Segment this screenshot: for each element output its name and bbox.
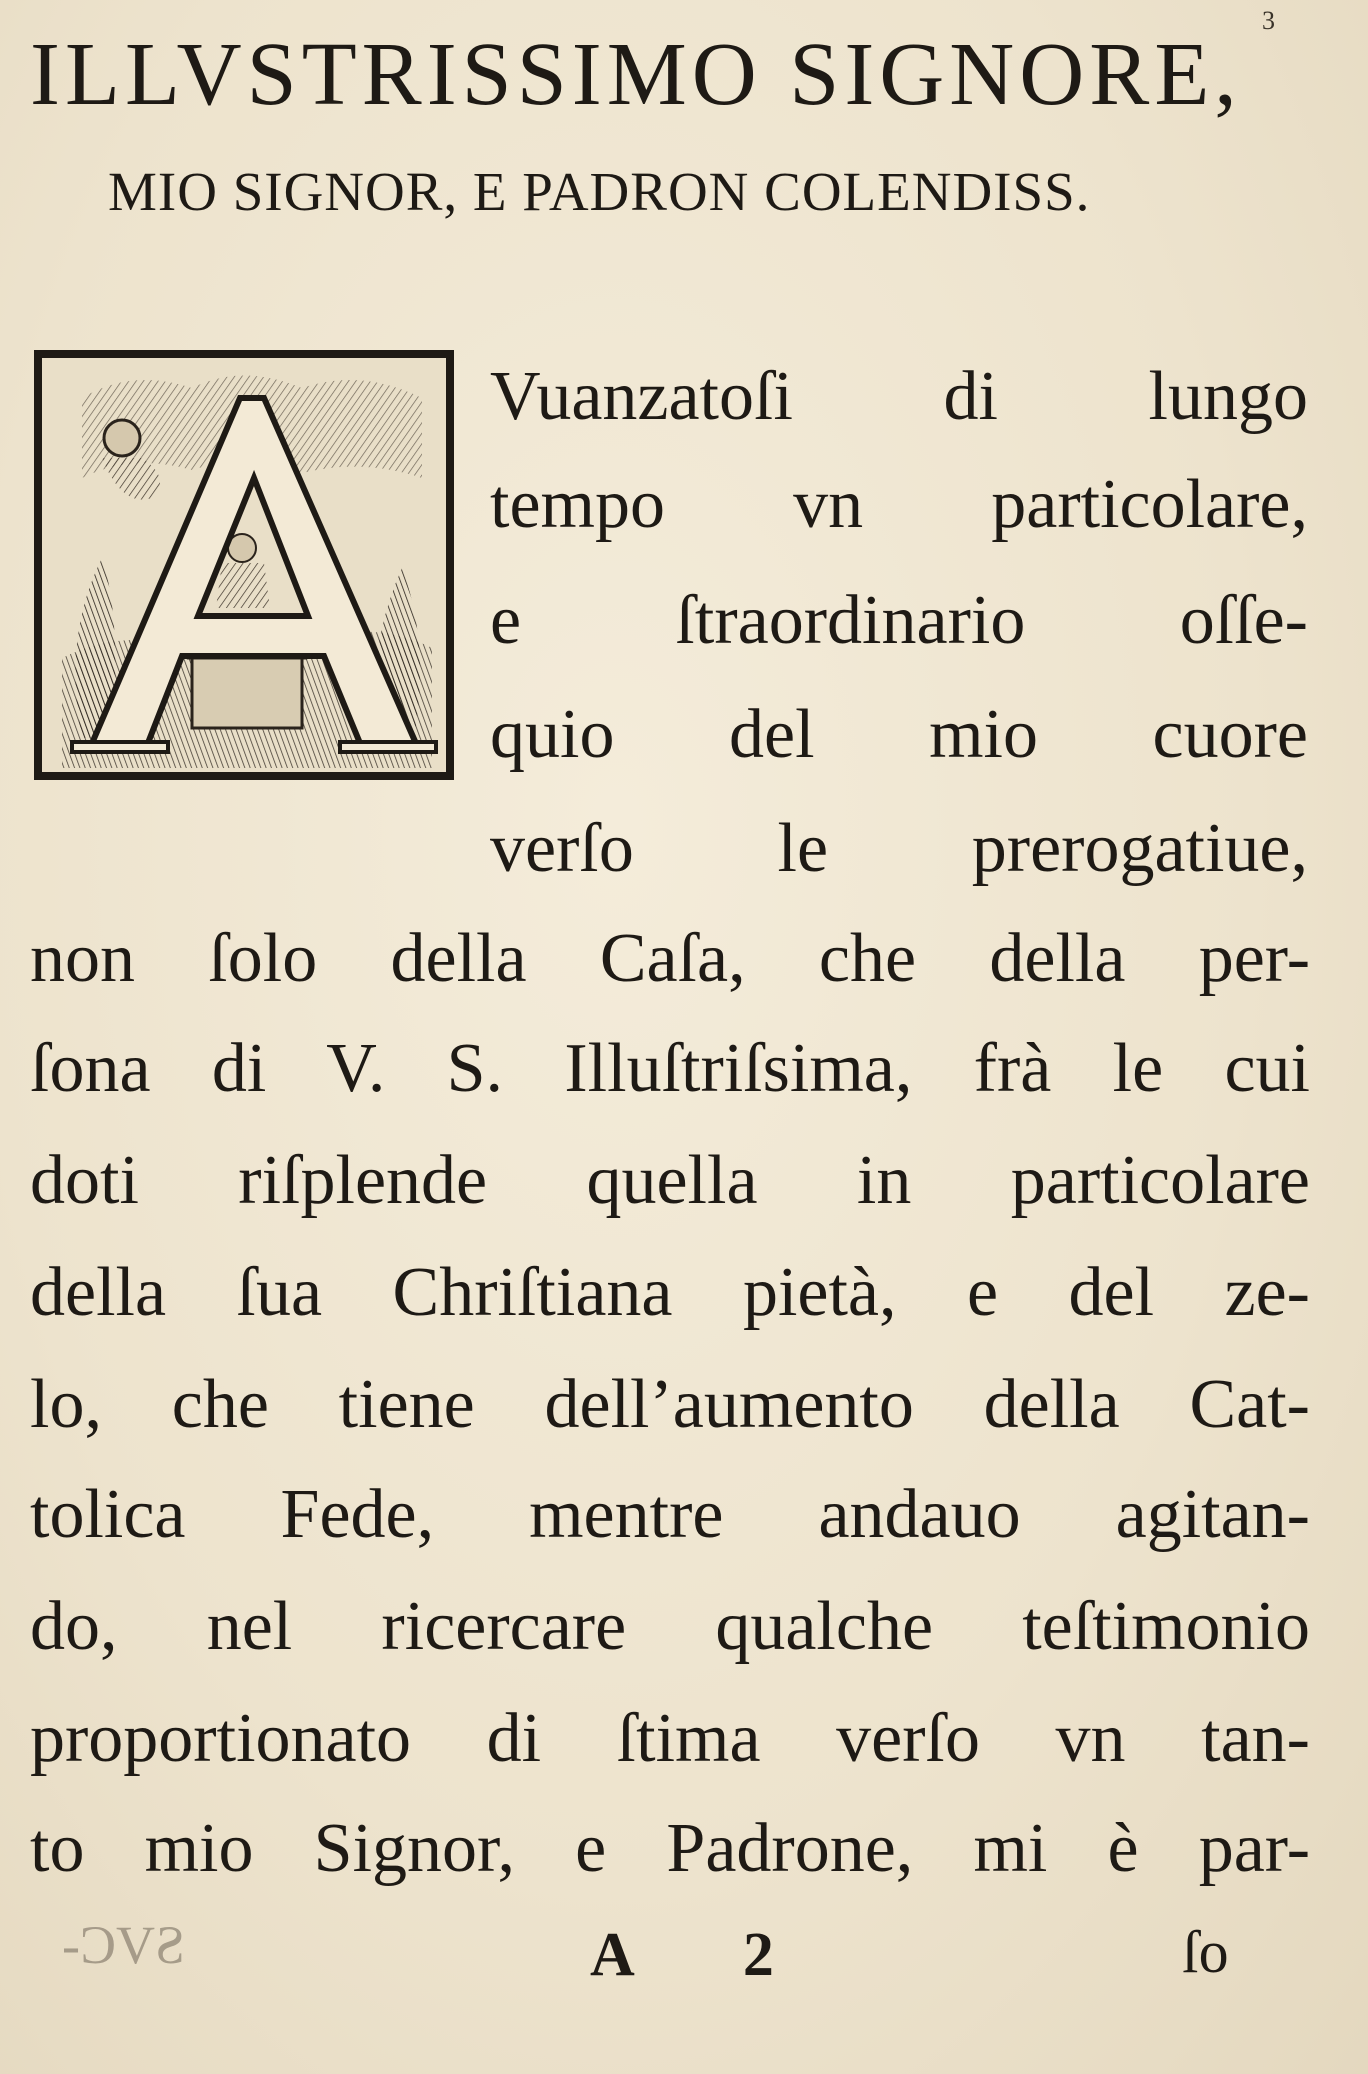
bleed-through-text: -ƆVƧ [62, 1915, 186, 1975]
text-line-14: to mio Signor, e Padrone, mi è par- [30, 1810, 1310, 1887]
signature-mark: A 2 [590, 1921, 822, 1989]
text-line-1: Vuanzatoſi di lungo [490, 358, 1308, 435]
text-line-10: lo, che tiene dell’aumento della Cat- [30, 1366, 1310, 1443]
text-line-13: proportionato di ſtima verſo vn tan- [30, 1700, 1310, 1777]
text-line-12: do, nel ricercare qualche teſtimonio [30, 1588, 1310, 1665]
text-line-7: ſona di V. S. Illuſtriſsima, frà le cui [30, 1030, 1310, 1107]
text-line-9: della ſua Chriſtiana pietà, e del ze- [30, 1254, 1310, 1331]
text-line-2: tempo vn particolare, [490, 466, 1308, 543]
text-line-11: tolica Fede, mentre andauo agitan- [30, 1476, 1310, 1553]
page-number-mark: 3 [1262, 6, 1275, 35]
decorated-initial-letter [34, 350, 454, 780]
dedication-title: ILLVSTRISSIMO SIGNORE, [30, 25, 1242, 124]
dedication-subtitle: MIO SIGNOR, E PADRON COLENDISS. [108, 161, 1091, 222]
text-line-3: e ſtraordinario oſſe- [490, 582, 1308, 659]
text-line-8: doti riſplende quella in particolare [30, 1142, 1310, 1219]
text-line-6: non ſolo della Caſa, che della per- [30, 920, 1310, 997]
text-line-4: quio del mio cuore [490, 696, 1308, 773]
text-line-5: verſo le prerogatiue, [490, 810, 1308, 887]
catchword: ſo [1182, 1919, 1229, 1985]
woodcut-initial-icon [42, 358, 446, 772]
